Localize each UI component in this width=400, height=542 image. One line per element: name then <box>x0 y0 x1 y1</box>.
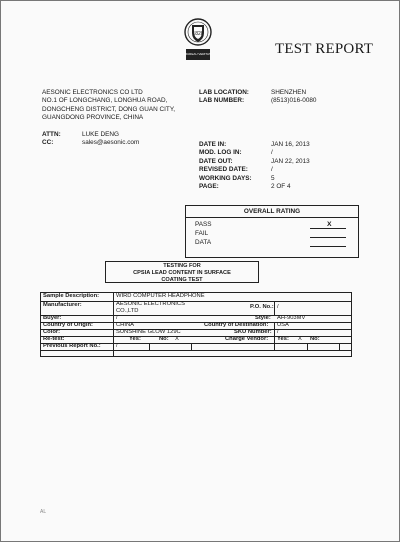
origin-label: Country of Origin: <box>43 322 93 328</box>
revised-date-label: REVISED DATE: <box>199 166 248 174</box>
cc-label: CC: <box>42 139 54 147</box>
testing-line: TESTING FOR <box>163 263 201 269</box>
date-in-label: DATE IN: <box>199 141 227 148</box>
date-values <box>271 141 310 191</box>
date-labels <box>199 141 252 191</box>
destination-label: Country of Destination: <box>204 322 269 328</box>
previous-report-value: / <box>116 343 118 349</box>
manufacturer-label: Manufacturer: <box>43 302 82 308</box>
bureau-veritas-logo <box>182 17 214 65</box>
rating-line <box>310 228 346 229</box>
rating-fail-label: FAIL <box>195 230 209 237</box>
col-divider <box>274 322 275 343</box>
retest-no-value[interactable]: X <box>175 336 179 342</box>
sku-value: / <box>277 329 279 335</box>
manufacturer-value: AESONIC ELECTRONICS <box>116 301 185 307</box>
lab-location-label: LAB LOCATION: <box>199 89 249 96</box>
rating-pass-mark: X <box>327 221 332 228</box>
page-value: 2 OF 4 <box>271 182 291 190</box>
color-label: Color: <box>43 329 61 335</box>
applicant-block <box>42 89 175 123</box>
sku-label: SKU Number: <box>234 329 272 335</box>
color-value: SUNSHINE GLOW 129C <box>116 329 181 335</box>
page-label: PAGE: <box>199 182 219 190</box>
lab-number-label: LAB NUMBER: <box>199 97 245 105</box>
overall-rating-box <box>185 205 359 258</box>
rating-line <box>310 246 346 247</box>
contact-labels <box>42 131 61 148</box>
charge-yes-label: Yes: <box>277 336 289 342</box>
col-divider <box>191 343 192 350</box>
po-value: / <box>277 304 279 310</box>
buyer-value: / <box>116 315 118 321</box>
destination-value: USA <box>277 322 289 328</box>
retest-label: Re-test: <box>43 336 65 342</box>
col-divider <box>113 293 114 356</box>
charge-no-label: No: <box>310 336 320 342</box>
overall-rating-title: OVERALL RATING <box>243 208 301 215</box>
retest-yes-label: Yes: <box>129 336 141 342</box>
sample-description-label: Sample Description: <box>43 293 100 299</box>
sample-info-table <box>40 292 352 357</box>
address-line: GUANGDONG PROVINCE, CHINA <box>42 114 144 122</box>
lab-labels <box>199 89 249 106</box>
logo-year: 1828 <box>192 31 204 37</box>
attn-label: ATTN: <box>42 131 61 138</box>
mod-log-in-label: MOD. LOG IN: <box>199 149 242 157</box>
row-divider <box>41 301 351 302</box>
origin-value: CHINA <box>116 322 135 328</box>
date-out-label: DATE OUT: <box>199 157 233 165</box>
testing-title-box <box>105 261 259 283</box>
buyer-label: Buyer: <box>43 315 62 321</box>
charge-yes-value[interactable]: X <box>298 336 302 342</box>
lab-number-value: (8513)016-0080 <box>271 97 317 105</box>
mod-log-in-value: / <box>271 149 273 157</box>
footer-mark: AL <box>40 509 47 515</box>
applicant-name: AESONIC ELECTRONICS CO LTD <box>42 89 143 96</box>
previous-report-label: Previous Report No.: <box>43 343 101 349</box>
rating-line <box>310 237 346 238</box>
manufacturer-value-cont: CO.,LTD <box>116 307 139 314</box>
row-divider <box>41 350 351 351</box>
col-divider <box>274 343 275 350</box>
lab-location-value: SHENZHEN <box>271 89 307 96</box>
cc-email[interactable]: sales@aesonic.com <box>82 139 140 147</box>
date-in-value: JAN 16, 2013 <box>271 141 310 148</box>
row-divider <box>41 329 351 330</box>
testing-line: CPSIA LEAD CONTENT IN SURFACE <box>133 270 231 276</box>
rating-data-label: DATA <box>195 239 212 246</box>
logo-text: BUREAU VERITAS <box>185 52 211 56</box>
address-line: DONGCHENG DISTRICT, DONG GUAN CITY, <box>42 105 176 113</box>
row-divider <box>41 336 351 337</box>
col-divider <box>149 343 150 350</box>
lab-values <box>271 89 316 106</box>
sample-description-value: WIRD COMPUTER HEADPHONE <box>116 293 205 299</box>
page-title: TEST REPORT <box>275 41 374 57</box>
address-line: NO.1 OF LONGCHANG, LONGHUA ROAD, <box>42 97 168 105</box>
po-label: P.O. No.: <box>250 304 274 310</box>
contact-values <box>82 131 139 148</box>
col-divider <box>307 343 308 350</box>
revised-date-value: / <box>271 166 273 174</box>
attn-value: LUKE DENG <box>82 131 119 138</box>
col-divider <box>339 343 340 350</box>
rating-pass-label: PASS <box>195 221 212 228</box>
style-label: Style: <box>255 315 271 321</box>
working-days-value: 5 <box>271 174 275 182</box>
col-divider <box>274 301 275 315</box>
working-days-label: WORKING DAYS: <box>199 174 252 182</box>
testing-line: COATING TEST <box>161 277 203 283</box>
charge-vendor-label: Charge Vendor: <box>225 336 269 342</box>
style-value: AH-903MV <box>277 315 306 321</box>
retest-no-label: No: <box>159 336 169 342</box>
divider <box>186 217 358 218</box>
date-out-value: JAN 22, 2013 <box>271 157 310 165</box>
